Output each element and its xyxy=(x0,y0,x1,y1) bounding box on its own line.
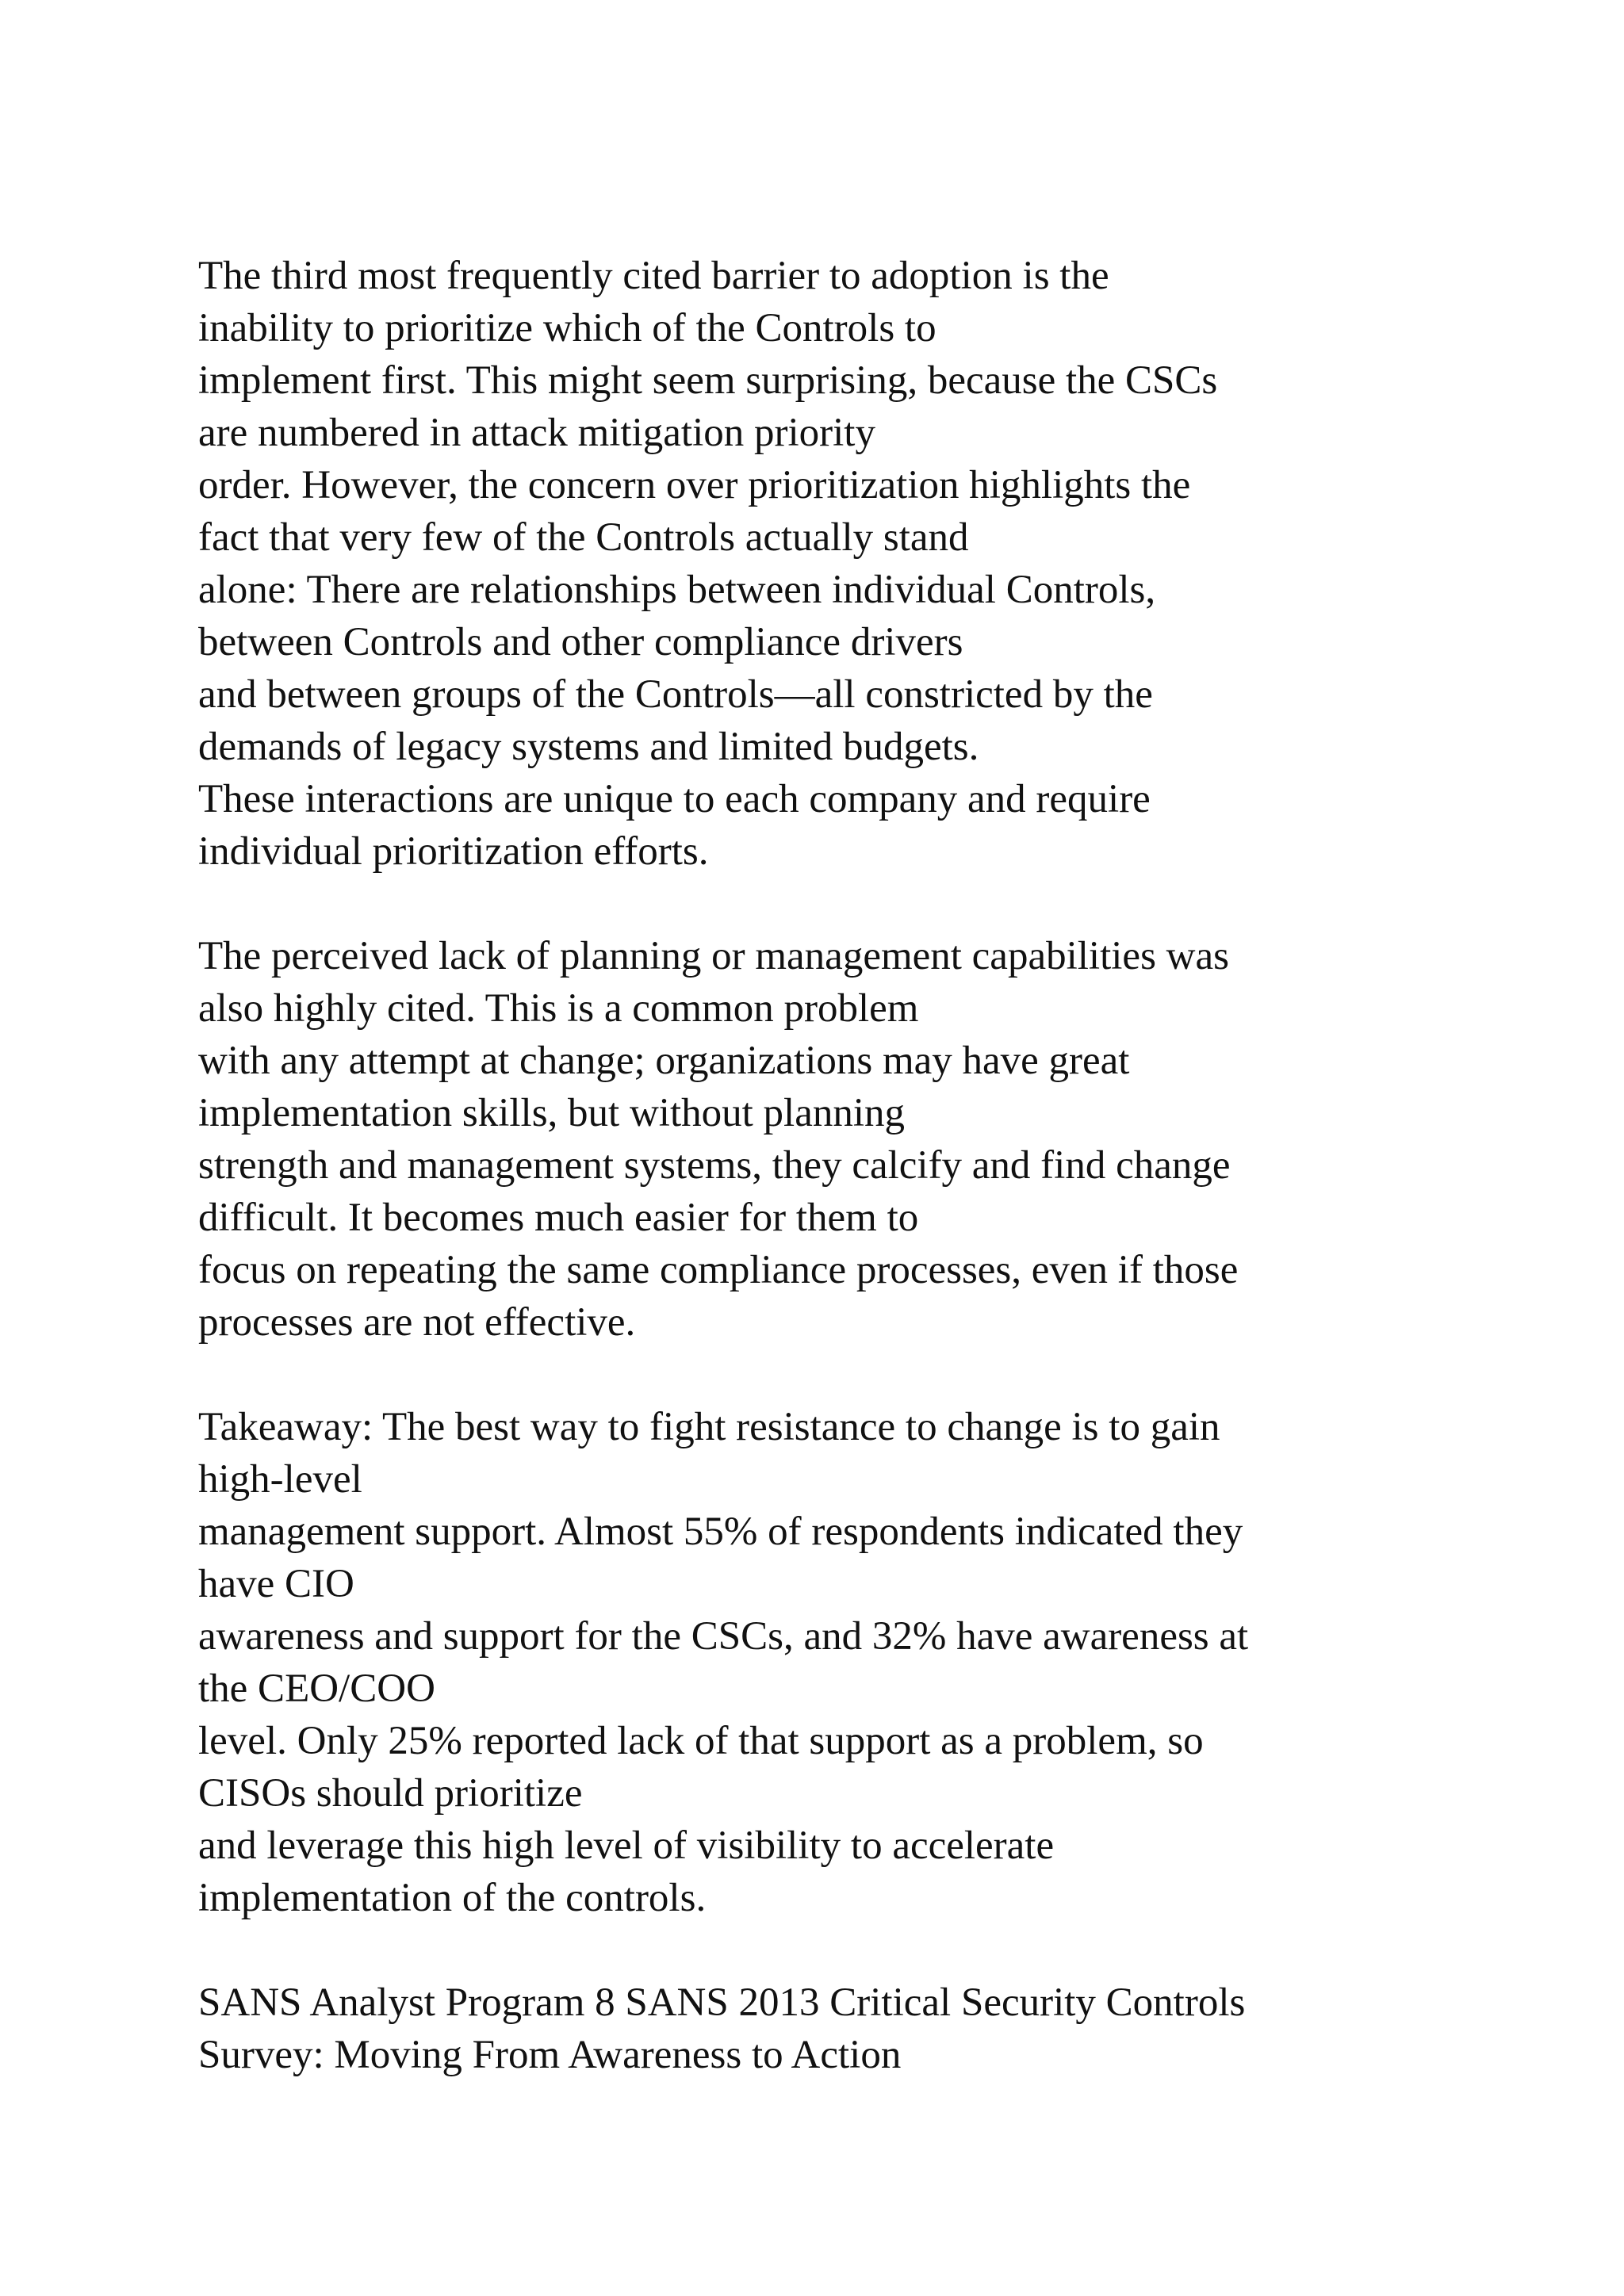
text-line: fact that very few of the Controls actually stand xyxy=(198,515,969,560)
text-line: processes are not effective. xyxy=(198,1300,636,1345)
text-line: and between groups of the Controls—all constricted by the xyxy=(198,672,1153,717)
text-line: These interactions are unique to each company and require xyxy=(198,777,1151,821)
text-line: demands of legacy systems and limited budgets. xyxy=(198,725,979,769)
paragraph-spacer xyxy=(198,878,1546,930)
text-line: focus on repeating the same compliance processes, even if those xyxy=(198,1248,1239,1292)
text-line: Survey: Moving From Awareness to Action xyxy=(198,2033,902,2077)
document-body xyxy=(198,250,1546,2081)
text-line: the CEO/COO xyxy=(198,1667,435,1711)
text-line: management support. Almost 55% of respondents indicated they xyxy=(198,1510,1243,1554)
text-line: with any attempt at change; organizations may have great xyxy=(198,1039,1130,1083)
text-line: also highly cited. This is a common problem xyxy=(198,986,919,1031)
text-line: CISOs should prioritize xyxy=(198,1771,583,1816)
text-line: awareness and support for the CSCs, and 32% have awareness at xyxy=(198,1614,1249,1659)
paragraph-takeaway xyxy=(198,1401,1546,1924)
text-line: order. However, the concern over prioritization highlights the xyxy=(198,463,1191,507)
text-line: between Controls and other compliance drivers xyxy=(198,620,963,664)
text-line: difficult. It becomes much easier for them to xyxy=(198,1196,919,1240)
text-line: SANS Analyst Program 8 SANS 2013 Critical Security Controls xyxy=(198,1980,1246,2025)
text-line: The third most frequently cited barrier to adoption is the xyxy=(198,254,1109,298)
paragraph-prioritization xyxy=(198,250,1546,878)
text-line: individual prioritization efforts. xyxy=(198,829,709,874)
text-line: implementation skills, but without planning xyxy=(198,1091,906,1135)
text-line: alone: There are relationships between individual Controls, xyxy=(198,568,1156,612)
text-line: are numbered in attack mitigation priority xyxy=(198,411,875,455)
text-line: Takeaway: The best way to fight resistance to change is to gain xyxy=(198,1405,1220,1449)
text-line: implementation of the controls. xyxy=(198,1876,707,1920)
text-line: implement first. This might seem surprising, because the CSCs xyxy=(198,358,1218,403)
paragraph-planning xyxy=(198,930,1546,1349)
text-line: level. Only 25% reported lack of that support as a problem, so xyxy=(198,1719,1204,1763)
page-footer-citation xyxy=(198,1976,1546,2081)
paragraph-spacer xyxy=(198,1924,1546,1976)
text-line: high-level xyxy=(198,1457,362,1502)
text-line: The perceived lack of planning or management capabilities was xyxy=(198,934,1229,978)
text-line: inability to prioritize which of the Controls to xyxy=(198,306,936,350)
text-line: have CIO xyxy=(198,1562,354,1606)
text-line: strength and management systems, they calcify and find change xyxy=(198,1143,1231,1188)
paragraph-spacer xyxy=(198,1349,1546,1401)
text-line: and leverage this high level of visibility to accelerate xyxy=(198,1823,1055,1868)
